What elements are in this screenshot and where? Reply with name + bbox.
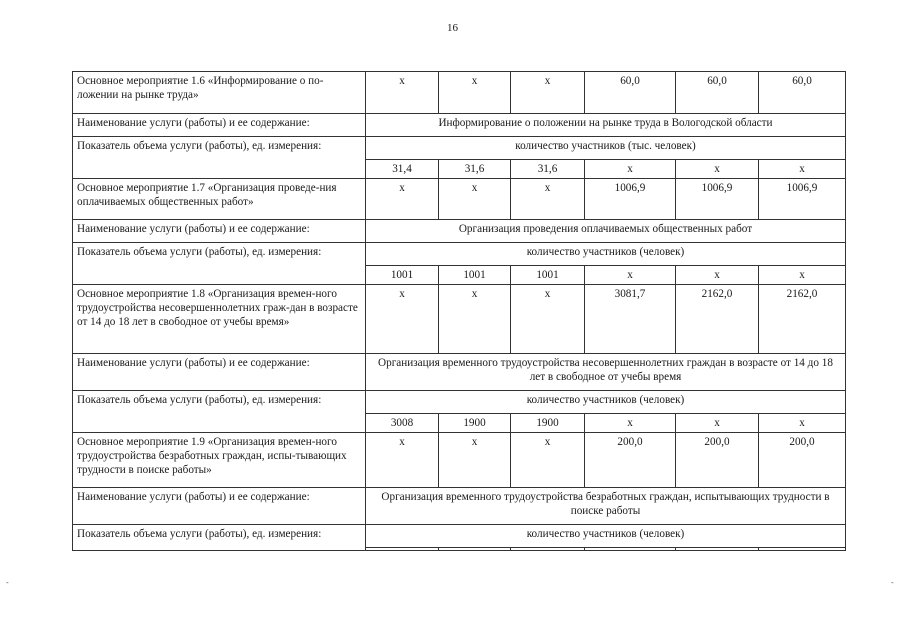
row-label: Наименование услуги (работы) и ее содержание: <box>73 354 366 391</box>
service-description: количество участников (тыс. человек) <box>366 137 846 160</box>
value-cell: х <box>511 72 585 114</box>
value-cell: х <box>585 266 676 285</box>
table-row-indicator <box>73 137 846 160</box>
row-label: Основное мероприятие 1.7 «Организация проведе-ния оплачиваемых общественных работ» <box>73 179 366 220</box>
table-row-service <box>73 354 846 391</box>
value-cell: 1900 <box>511 414 585 433</box>
value-cell: х <box>366 433 439 488</box>
services-table <box>72 71 846 551</box>
row-label: Наименование услуги (работы) и ее содержание: <box>73 488 366 525</box>
value-cell: х <box>366 179 439 220</box>
value-cell: х <box>676 160 759 179</box>
value-cell: х <box>439 433 511 488</box>
value-cell: х <box>676 414 759 433</box>
value-cell: х <box>585 414 676 433</box>
value-cell: 60,0 <box>676 72 759 114</box>
value-cell: 2162,0 <box>676 285 759 354</box>
empty-cell <box>439 548 511 551</box>
row-label: Наименование услуги (работы) и ее содержание: <box>73 114 366 137</box>
value-cell: х <box>511 433 585 488</box>
value-cell: х <box>759 160 846 179</box>
value-cell: х <box>759 266 846 285</box>
value-cell: 200,0 <box>759 433 846 488</box>
value-cell: х <box>439 72 511 114</box>
page-number: 16 <box>447 22 458 34</box>
table-row-indicator <box>73 243 846 266</box>
value-cell: 2162,0 <box>759 285 846 354</box>
row-label: Показатель объема услуги (работы), ед. измерения: <box>73 137 366 179</box>
service-description: Организация временного трудоустройства несовершеннолетних граждан в возрасте от 14 до 18 лет в свободное от учебы время <box>366 354 846 391</box>
table-row-measure <box>73 72 846 114</box>
value-cell: х <box>366 72 439 114</box>
service-description: Организация временного трудоустройства безработных граждан, испытывающих трудности в поиске работы <box>366 488 846 525</box>
value-cell: х <box>759 414 846 433</box>
table-row-service <box>73 114 846 137</box>
scan-edge-mark-left: - <box>6 578 9 587</box>
value-cell: 31,4 <box>366 160 439 179</box>
row-label: Наименование услуги (работы) и ее содержание: <box>73 220 366 243</box>
scan-edge-mark-right: - <box>891 578 894 587</box>
value-cell: х <box>585 160 676 179</box>
table-row-measure <box>73 179 846 220</box>
value-cell: х <box>511 179 585 220</box>
value-cell: 1006,9 <box>759 179 846 220</box>
empty-cell <box>585 548 676 551</box>
table-row-measure <box>73 285 846 354</box>
row-label: Показатель объема услуги (работы), ед. измерения: <box>73 243 366 285</box>
service-description: количество участников (человек) <box>366 243 846 266</box>
value-cell: х <box>439 285 511 354</box>
service-description: Организация проведения оплачиваемых общественных работ <box>366 220 846 243</box>
value-cell: 1001 <box>439 266 511 285</box>
empty-cell <box>511 548 585 551</box>
value-cell: 1001 <box>511 266 585 285</box>
table-row-measure <box>73 433 846 488</box>
table-row-service <box>73 220 846 243</box>
value-cell: 3081,7 <box>585 285 676 354</box>
value-cell: 60,0 <box>585 72 676 114</box>
value-cell: 200,0 <box>585 433 676 488</box>
row-label: Показатель объема услуги (работы), ед. измерения: <box>73 525 366 551</box>
value-cell: 1900 <box>439 414 511 433</box>
empty-cell <box>759 548 846 551</box>
value-cell: х <box>439 179 511 220</box>
empty-cell <box>676 548 759 551</box>
value-cell: х <box>366 285 439 354</box>
table-row-indicator <box>73 391 846 414</box>
table-row-indicator-last <box>73 525 846 548</box>
service-description: количество участников (человек) <box>366 391 846 414</box>
value-cell: 1006,9 <box>585 179 676 220</box>
row-label: Показатель объема услуги (работы), ед. измерения: <box>73 391 366 433</box>
value-cell: 31,6 <box>511 160 585 179</box>
value-cell: 1006,9 <box>676 179 759 220</box>
row-label: Основное мероприятие 1.6 «Информирование о по-ложении на рынке труда» <box>73 72 366 114</box>
value-cell: х <box>511 285 585 354</box>
table-row-service <box>73 488 846 525</box>
row-label: Основное мероприятие 1.8 «Организация времен-ного трудоустройства несовершеннолетних граж-дан в возрасте от 14 до 18 лет в свободное от учебы время» <box>73 285 366 354</box>
service-description: Информирование о положении на рынке труда в Вологодской области <box>366 114 846 137</box>
service-description: количество участников (человек) <box>366 525 846 548</box>
value-cell: 60,0 <box>759 72 846 114</box>
value-cell: 31,6 <box>439 160 511 179</box>
value-cell: 200,0 <box>676 433 759 488</box>
value-cell: 3008 <box>366 414 439 433</box>
value-cell: х <box>676 266 759 285</box>
empty-cell <box>366 548 439 551</box>
row-label: Основное мероприятие 1.9 «Организация времен-ного трудоустройства безработных граждан, испы-тывающих трудности в поиске работы» <box>73 433 366 488</box>
value-cell: 1001 <box>366 266 439 285</box>
